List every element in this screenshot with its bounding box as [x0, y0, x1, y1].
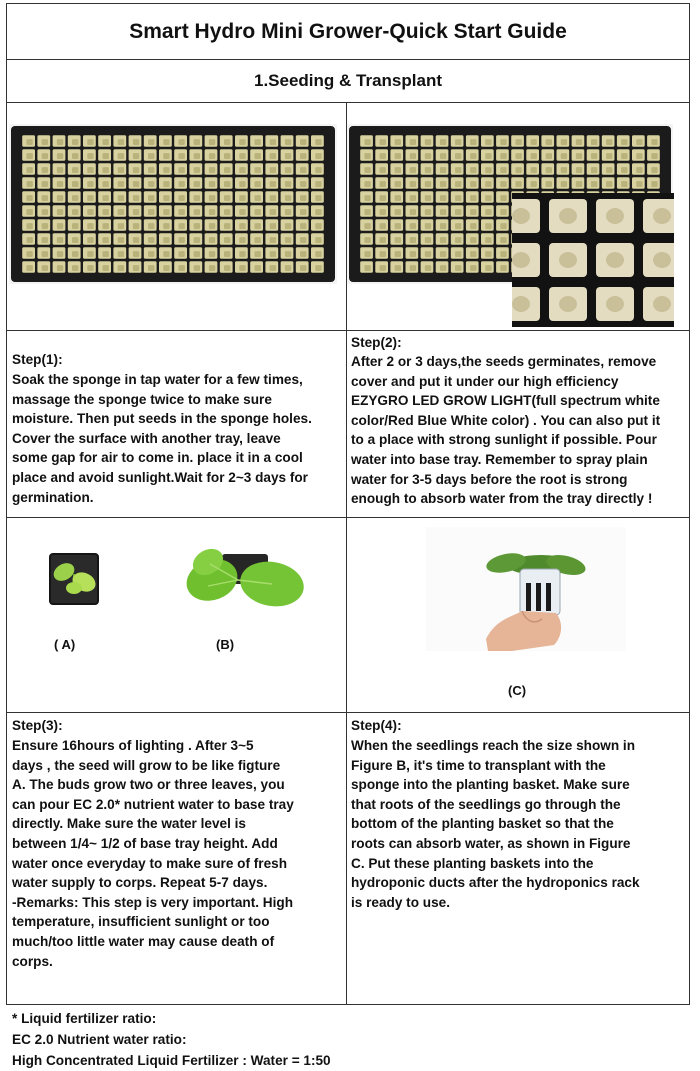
step-2-text: After 2 or 3 days,the seeds germinates, remove cover and put it under our high efficiency EZYGRO LED GROW LIGHT(full spectrum white color/Red Blue White color) . You can also put it to a place with strong sunlight if possible. Pour water into base tray. Remember to spray plain water for 3-5 days before the root is strong enough to absorb water from the tray directly !: [351, 354, 661, 507]
sponge-closeup-inset: [512, 193, 674, 327]
divider: [6, 517, 690, 518]
divider: [6, 712, 690, 713]
step-1-text: Soak the sponge in tap water for a few times, massage the sponge twice to make sure moisture. Then put seeds in the sponge holes. Cover the surface with another tray, leave some gap for air to come in. place it in a cool place and avoid sunlight.Wait for 2~3 days for germination.: [12, 372, 312, 505]
step-3-text: Ensure 16hours of lighting . After 3~5 days , the seed will grow to be like figture A. The buds grow two or three leaves, you can pour EC 2.0* nutrient water to base tray directly. Make sure the water level is between 1/4~ 1/2 of base tray height. Add water once everyday to make sure of fresh water supply to corps. Repeat 5-7 days. -Remarks: This step is very important. High temperature, insufficient sunlight or too much/too little water may cause death of corps.: [12, 738, 294, 969]
step-3-heading: Step(3):: [12, 718, 63, 733]
divider: [6, 102, 690, 103]
page-title: Smart Hydro Mini Grower-Quick Start Guide: [129, 20, 567, 43]
step-2-heading: Step(2):: [351, 335, 402, 350]
figure-b-label: (B): [216, 637, 235, 652]
step-4-text: When the seedlings reach the size shown in Figure B, it's time to transplant with the sponge into the planting basket. Make sure that roots of the seedlings go through the bottom of the planting basket so that the roots can absorb water, as shown in Figure C. Put these planting baskets into the hydroponic ducts after the hydroponics rack is ready to use.: [351, 738, 640, 910]
figure-c-label: (C): [508, 683, 527, 698]
step-1-heading: Step(1):: [12, 352, 63, 367]
figure-c-planting-basket-photo: [426, 527, 626, 651]
step-4-heading: Step(4):: [351, 718, 402, 733]
seed-tray-photo: [9, 124, 337, 284]
figure-b-seedling: [180, 540, 308, 616]
figure-a-label: ( A): [54, 637, 76, 652]
section-title: 1.Seeding & Transplant: [254, 71, 442, 90]
divider: [6, 330, 690, 331]
fertilizer-ratio-note: * Liquid fertilizer ratio: EC 2.0 Nutrient water ratio: High Concentrated Liquid Fertilizer : Water = 1:50: [12, 1011, 331, 1068]
figure-a-seedling: [44, 548, 106, 608]
